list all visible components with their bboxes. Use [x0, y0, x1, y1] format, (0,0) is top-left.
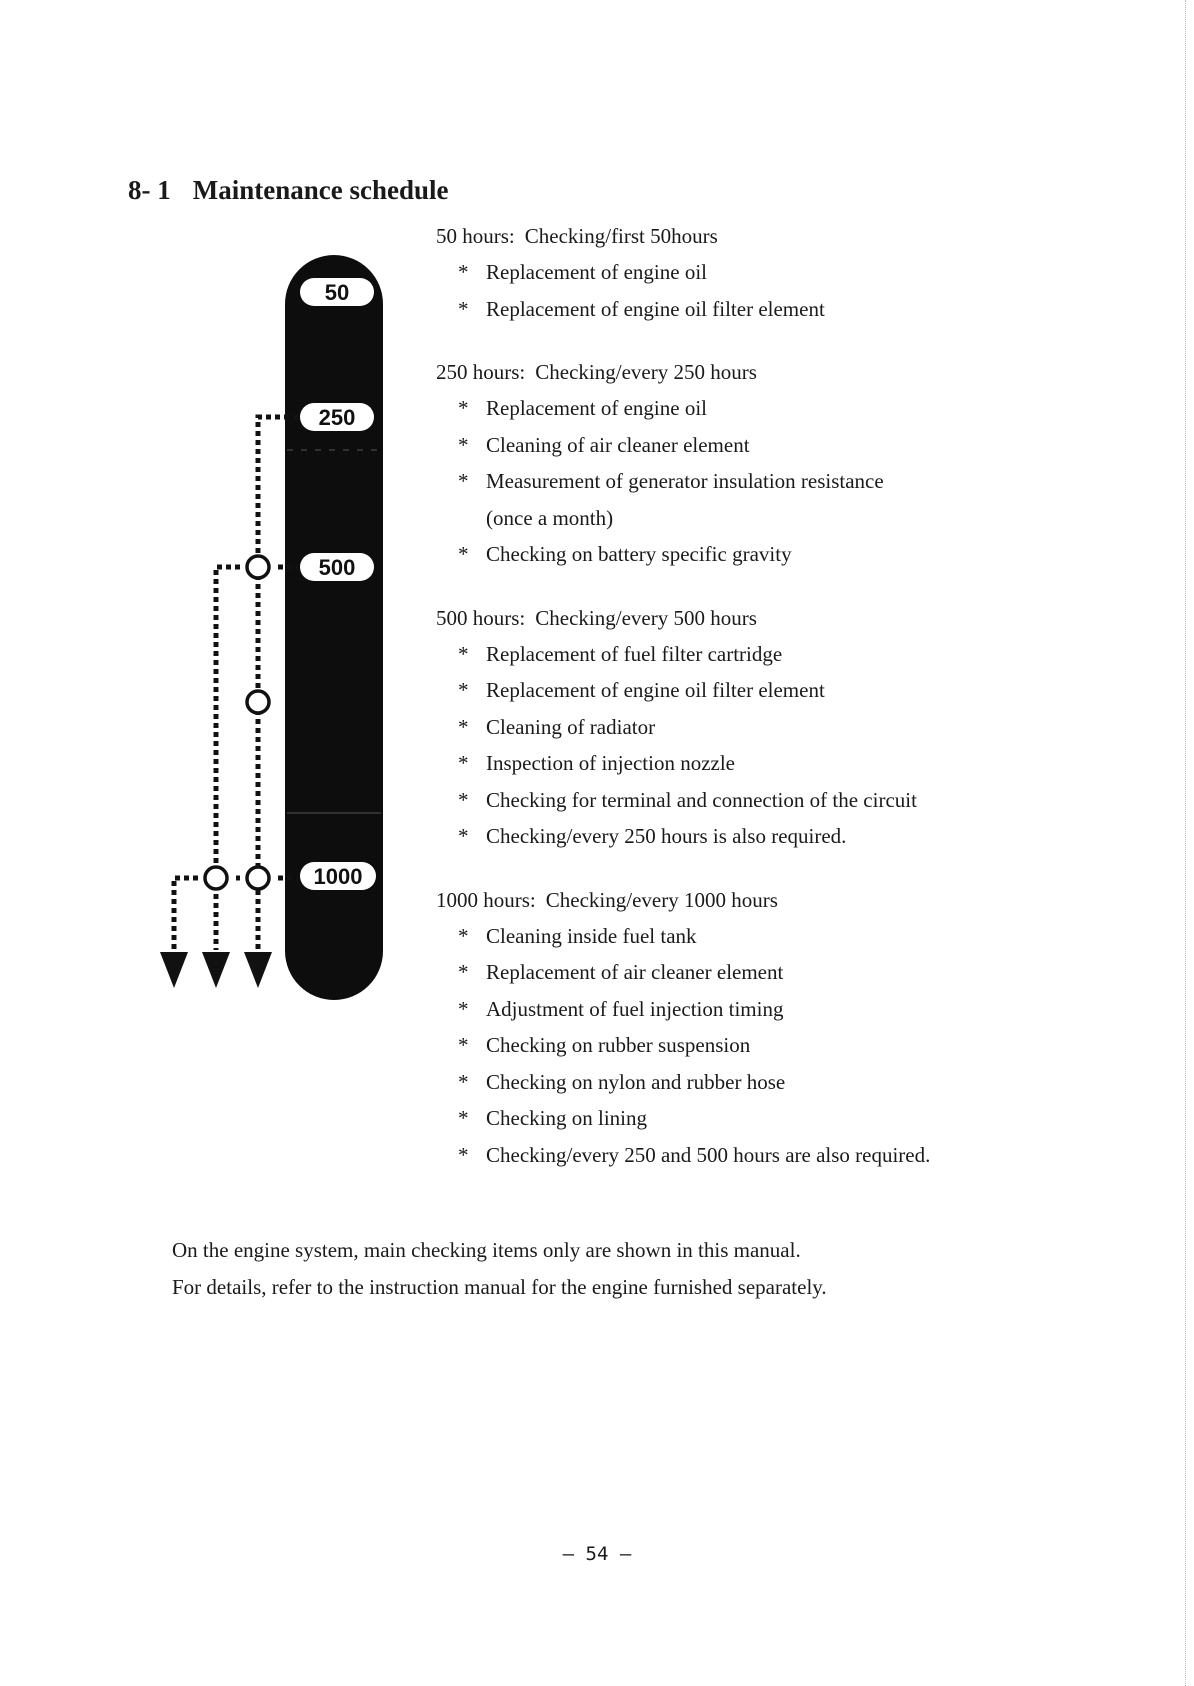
item-text: Checking on rubber suspension — [486, 1033, 751, 1057]
list-item — [436, 1100, 996, 1137]
list-item — [436, 463, 996, 536]
item-text: Replacement of engine oil — [486, 396, 708, 420]
item-text: Adjustment of fuel injection timing — [486, 996, 784, 1021]
asterisk: * — [458, 296, 469, 321]
item-note: (once a month) — [486, 505, 614, 530]
list-item — [436, 818, 996, 855]
checkpoint-circle — [247, 556, 269, 578]
list-item — [436, 291, 996, 328]
asterisk: * — [458, 1142, 469, 1167]
list-item — [436, 991, 996, 1028]
asterisk: * — [458, 260, 469, 284]
asterisk: * — [458, 787, 469, 812]
section-label: Checking/every 250 hours — [535, 360, 757, 384]
milestone-label: 500 — [318, 555, 356, 580]
asterisk: * — [458, 1106, 469, 1130]
footer-line: For details, refer to the instruction manual for the engine furnished separately. — [172, 1275, 827, 1299]
milestone-500 — [300, 553, 374, 581]
item-text: Cleaning of air cleaner element — [486, 432, 750, 457]
asterisk: * — [458, 824, 469, 848]
milestone-label: 1000 — [313, 864, 363, 889]
asterisk: * — [458, 996, 469, 1021]
section-hours: 500 hours: — [436, 605, 526, 630]
checkpoint-circle — [205, 867, 227, 889]
footer-note — [172, 1232, 827, 1306]
item-text: Replacement of engine oil filter element — [486, 296, 825, 321]
page-number: – 54 – — [562, 1543, 632, 1565]
list-item — [436, 782, 996, 819]
milestone-label: 50 — [324, 280, 350, 305]
item-text: Cleaning inside fuel tank — [486, 923, 697, 948]
page-edge-dots — [1185, 0, 1186, 1686]
item-text: Checking for terminal and connection of the circuit — [486, 787, 917, 812]
section-1000-hours — [436, 882, 996, 1174]
asterisk: * — [458, 469, 469, 493]
section-250-hours — [436, 354, 996, 573]
list-item — [436, 918, 996, 955]
item-text: Replacement of engine oil filter element — [486, 678, 825, 702]
item-text: Checking/every 250 hours is also required. — [486, 824, 847, 848]
checkpoint-circle — [247, 867, 269, 889]
arrow-down-icon — [160, 952, 188, 988]
section-500-hours — [436, 600, 996, 855]
item-list — [436, 390, 996, 573]
list-item — [436, 1064, 996, 1101]
section-label: Checking/every 1000 hours — [545, 887, 778, 912]
milestone-1000 — [300, 862, 376, 890]
item-list — [436, 254, 996, 327]
list-item — [436, 672, 996, 709]
every-1000-line — [174, 878, 198, 950]
section-50-hours — [436, 218, 996, 327]
item-text: Checking on lining — [486, 1106, 647, 1130]
asterisk: * — [458, 960, 469, 984]
list-item — [436, 636, 996, 673]
asterisk: * — [458, 1069, 469, 1094]
arrow-down-icon — [202, 952, 230, 988]
list-item — [436, 1027, 996, 1064]
list-item — [436, 254, 996, 291]
item-text: Inspection of injection nozzle — [486, 751, 735, 775]
item-text: Replacement of fuel filter cartridge — [486, 641, 783, 666]
item-text: Cleaning of radiator — [486, 714, 656, 739]
section-hours: 50 hours: — [436, 224, 515, 248]
checkpoint-circle — [247, 691, 269, 713]
list-item — [436, 1137, 996, 1174]
schedule-list — [436, 218, 996, 1200]
section-label: Checking/every 500 hours — [535, 605, 757, 630]
asterisk: * — [458, 641, 469, 666]
section-heading — [128, 175, 449, 206]
interval-lines — [174, 417, 298, 950]
every-500-line — [216, 567, 240, 950]
footer-line: On the engine system, main checking items only are shown in this manual. — [172, 1238, 801, 1262]
section-title — [436, 354, 996, 390]
section-hours: 250 hours: — [436, 360, 526, 384]
arrowheads — [160, 952, 272, 988]
asterisk: * — [458, 432, 469, 457]
list-item — [436, 954, 996, 991]
section-title — [436, 218, 996, 254]
section-hours: 1000 hours: — [436, 887, 536, 912]
asterisk: * — [458, 714, 469, 739]
item-text: Measurement of generator insulation resistance — [486, 469, 884, 493]
list-item — [436, 709, 996, 746]
heading-title: Maintenance schedule — [192, 175, 449, 205]
list-item — [436, 427, 996, 464]
list-item — [436, 536, 996, 573]
timeline-svg — [140, 250, 400, 1010]
asterisk: * — [458, 751, 469, 775]
asterisk: * — [458, 678, 469, 702]
milestone-50 — [300, 278, 374, 306]
asterisk: * — [458, 1033, 469, 1057]
item-list — [436, 918, 996, 1174]
asterisk: * — [458, 396, 469, 420]
item-text: Replacement of engine oil — [486, 260, 708, 284]
item-text: Checking on battery specific gravity — [486, 542, 792, 566]
item-text: Checking/every 250 and 500 hours are also required. — [486, 1142, 931, 1167]
arrow-down-icon — [244, 952, 272, 988]
item-text: Checking on nylon and rubber hose — [486, 1069, 786, 1094]
item-text: Replacement of air cleaner element — [486, 960, 784, 984]
item-list — [436, 636, 996, 855]
section-title — [436, 600, 996, 636]
section-title — [436, 882, 996, 918]
section-label: Checking/first 50hours — [524, 224, 718, 248]
heading-number: 8- 1 — [128, 175, 171, 205]
milestone-250 — [300, 403, 374, 431]
asterisk: * — [458, 542, 469, 566]
maintenance-timeline-diagram — [140, 250, 400, 1010]
asterisk: * — [458, 923, 469, 948]
list-item — [436, 390, 996, 427]
milestone-label: 250 — [318, 405, 356, 430]
list-item — [436, 745, 996, 782]
